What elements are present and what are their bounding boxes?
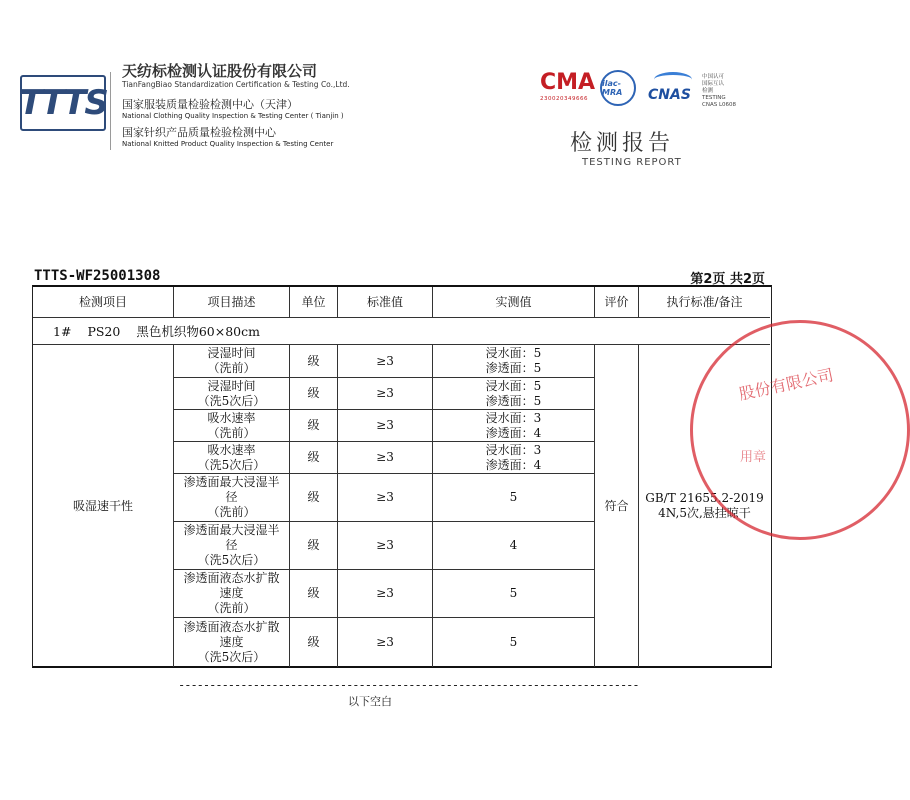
cnas-info-line: TESTING [702,95,726,101]
row-std: ≥3 [337,441,432,473]
col-header-unit: 单位 [289,287,337,317]
cnas-mark: CNAS [648,87,691,103]
row-unit: 级 [289,521,337,569]
cnas-info-line: 中国认可 [702,74,725,80]
col-header-desc: 项目描述 [173,287,289,317]
row-std: ≥3 [337,377,432,409]
col-header-standard: 执行标准/备注 [638,287,770,317]
stamp-text: 股份有限公司 [737,365,836,404]
center2-name-cn: 国家针织产品质量检验检测中心 [122,126,276,139]
report-title: 检测报告 [570,131,675,156]
cma-mark: CMA [540,70,596,95]
row-desc: 浸湿时间 （洗5次后） [173,377,289,409]
sample-id: 1# [53,323,72,339]
blank-below-note: 以下空白 [348,695,392,708]
category-cell: 吸湿速干性 [72,498,133,513]
cma-number: 230020349666 [540,96,588,102]
ilac-mark: ilac-MRA [602,79,623,97]
cnas-info-line: 检测 [702,88,714,94]
col-header-std: 标准值 [337,287,432,317]
row-result: 浸水面：3 渗透面：4 [432,441,594,473]
row-unit: 级 [289,569,337,617]
row-std: ≥3 [337,521,432,569]
ilac-mra-logo [600,70,642,106]
row-result: 浸水面：3 渗透面：4 [432,409,594,441]
row-std: ≥3 [337,409,432,441]
row-unit: 级 [289,345,337,377]
row-std: ≥3 [337,473,432,521]
col-header-item: 检测项目 [78,294,127,309]
center1-name-cn: 国家服装质量检验检测中心（天津） [122,98,298,111]
row-unit: 级 [289,617,337,667]
center1-name-en: National Clothing Quality Inspection & Testing Center ( Tianjin ) [122,112,344,120]
row-desc: 浸湿时间 （洗前） [173,345,289,377]
cnas-info-line: 国际互认 [702,81,725,87]
ilac-circle-icon [600,70,636,106]
row-desc: 渗透面液态水扩散 速度 （洗前） [173,569,289,617]
ttts-logo: TTTS [20,75,106,131]
row-result: 5 [432,473,594,521]
cnas-info [702,74,736,109]
cnas-logo [648,72,700,102]
stamp-seal-text: 用章 [740,450,767,465]
header-divider [110,72,111,150]
row-unit: 级 [289,441,337,473]
row-unit: 级 [289,409,337,441]
report-number: TTTS-WF25001308 [34,268,161,284]
end-divider: -------------------------------------------------------------------------- [178,678,639,692]
org-name-cn: 天纺标检测认证股份有限公司 [122,62,318,80]
cma-logo [540,70,594,106]
report-subtitle: TESTING REPORT [582,157,682,168]
cnas-arc-icon [654,72,692,87]
page-indicator: 第2页 共2页 [690,272,765,287]
row-result: 浸水面：5 渗透面：5 [432,345,594,377]
sample-description: 黑色机织物60×80cm [136,324,260,339]
standard-cell: GB/T 21655.2-2019 4N,5次,悬挂晾干 [638,345,770,667]
sample-row [33,317,770,345]
row-desc: 渗透面液态水扩散 速度 （洗5次后） [173,617,289,667]
results-table [32,285,772,668]
cnas-info-line: CNAS L0608 [702,102,737,108]
row-unit: 级 [289,473,337,521]
row-desc: 吸水速率 （洗5次后） [173,441,289,473]
row-desc: 吸水速率 （洗前） [173,409,289,441]
row-desc: 渗透面最大浸湿半 径 （洗前） [173,473,289,521]
sample-code: PS20 [87,323,121,339]
row-unit: 级 [289,377,337,409]
row-result: 4 [432,521,594,569]
center2-name-en: National Knitted Product Quality Inspection & Testing Center [122,140,334,148]
row-std: ≥3 [337,345,432,377]
row-desc: 渗透面最大浸湿半 径 （洗5次后） [173,521,289,569]
row-std: ≥3 [337,617,432,667]
evaluation-cell: 符合 [594,345,638,667]
row-result: 5 [432,569,594,617]
col-header-eval: 评价 [594,287,638,317]
col-header-result: 实测值 [432,287,594,317]
company-seal-stamp [690,320,910,540]
row-result: 5 [432,617,594,667]
row-result: 浸水面：5 渗透面：5 [432,377,594,409]
org-name-en: TianFangBiao Standardization Certification & Testing Co.,Ltd. [122,80,350,89]
row-std: ≥3 [337,569,432,617]
